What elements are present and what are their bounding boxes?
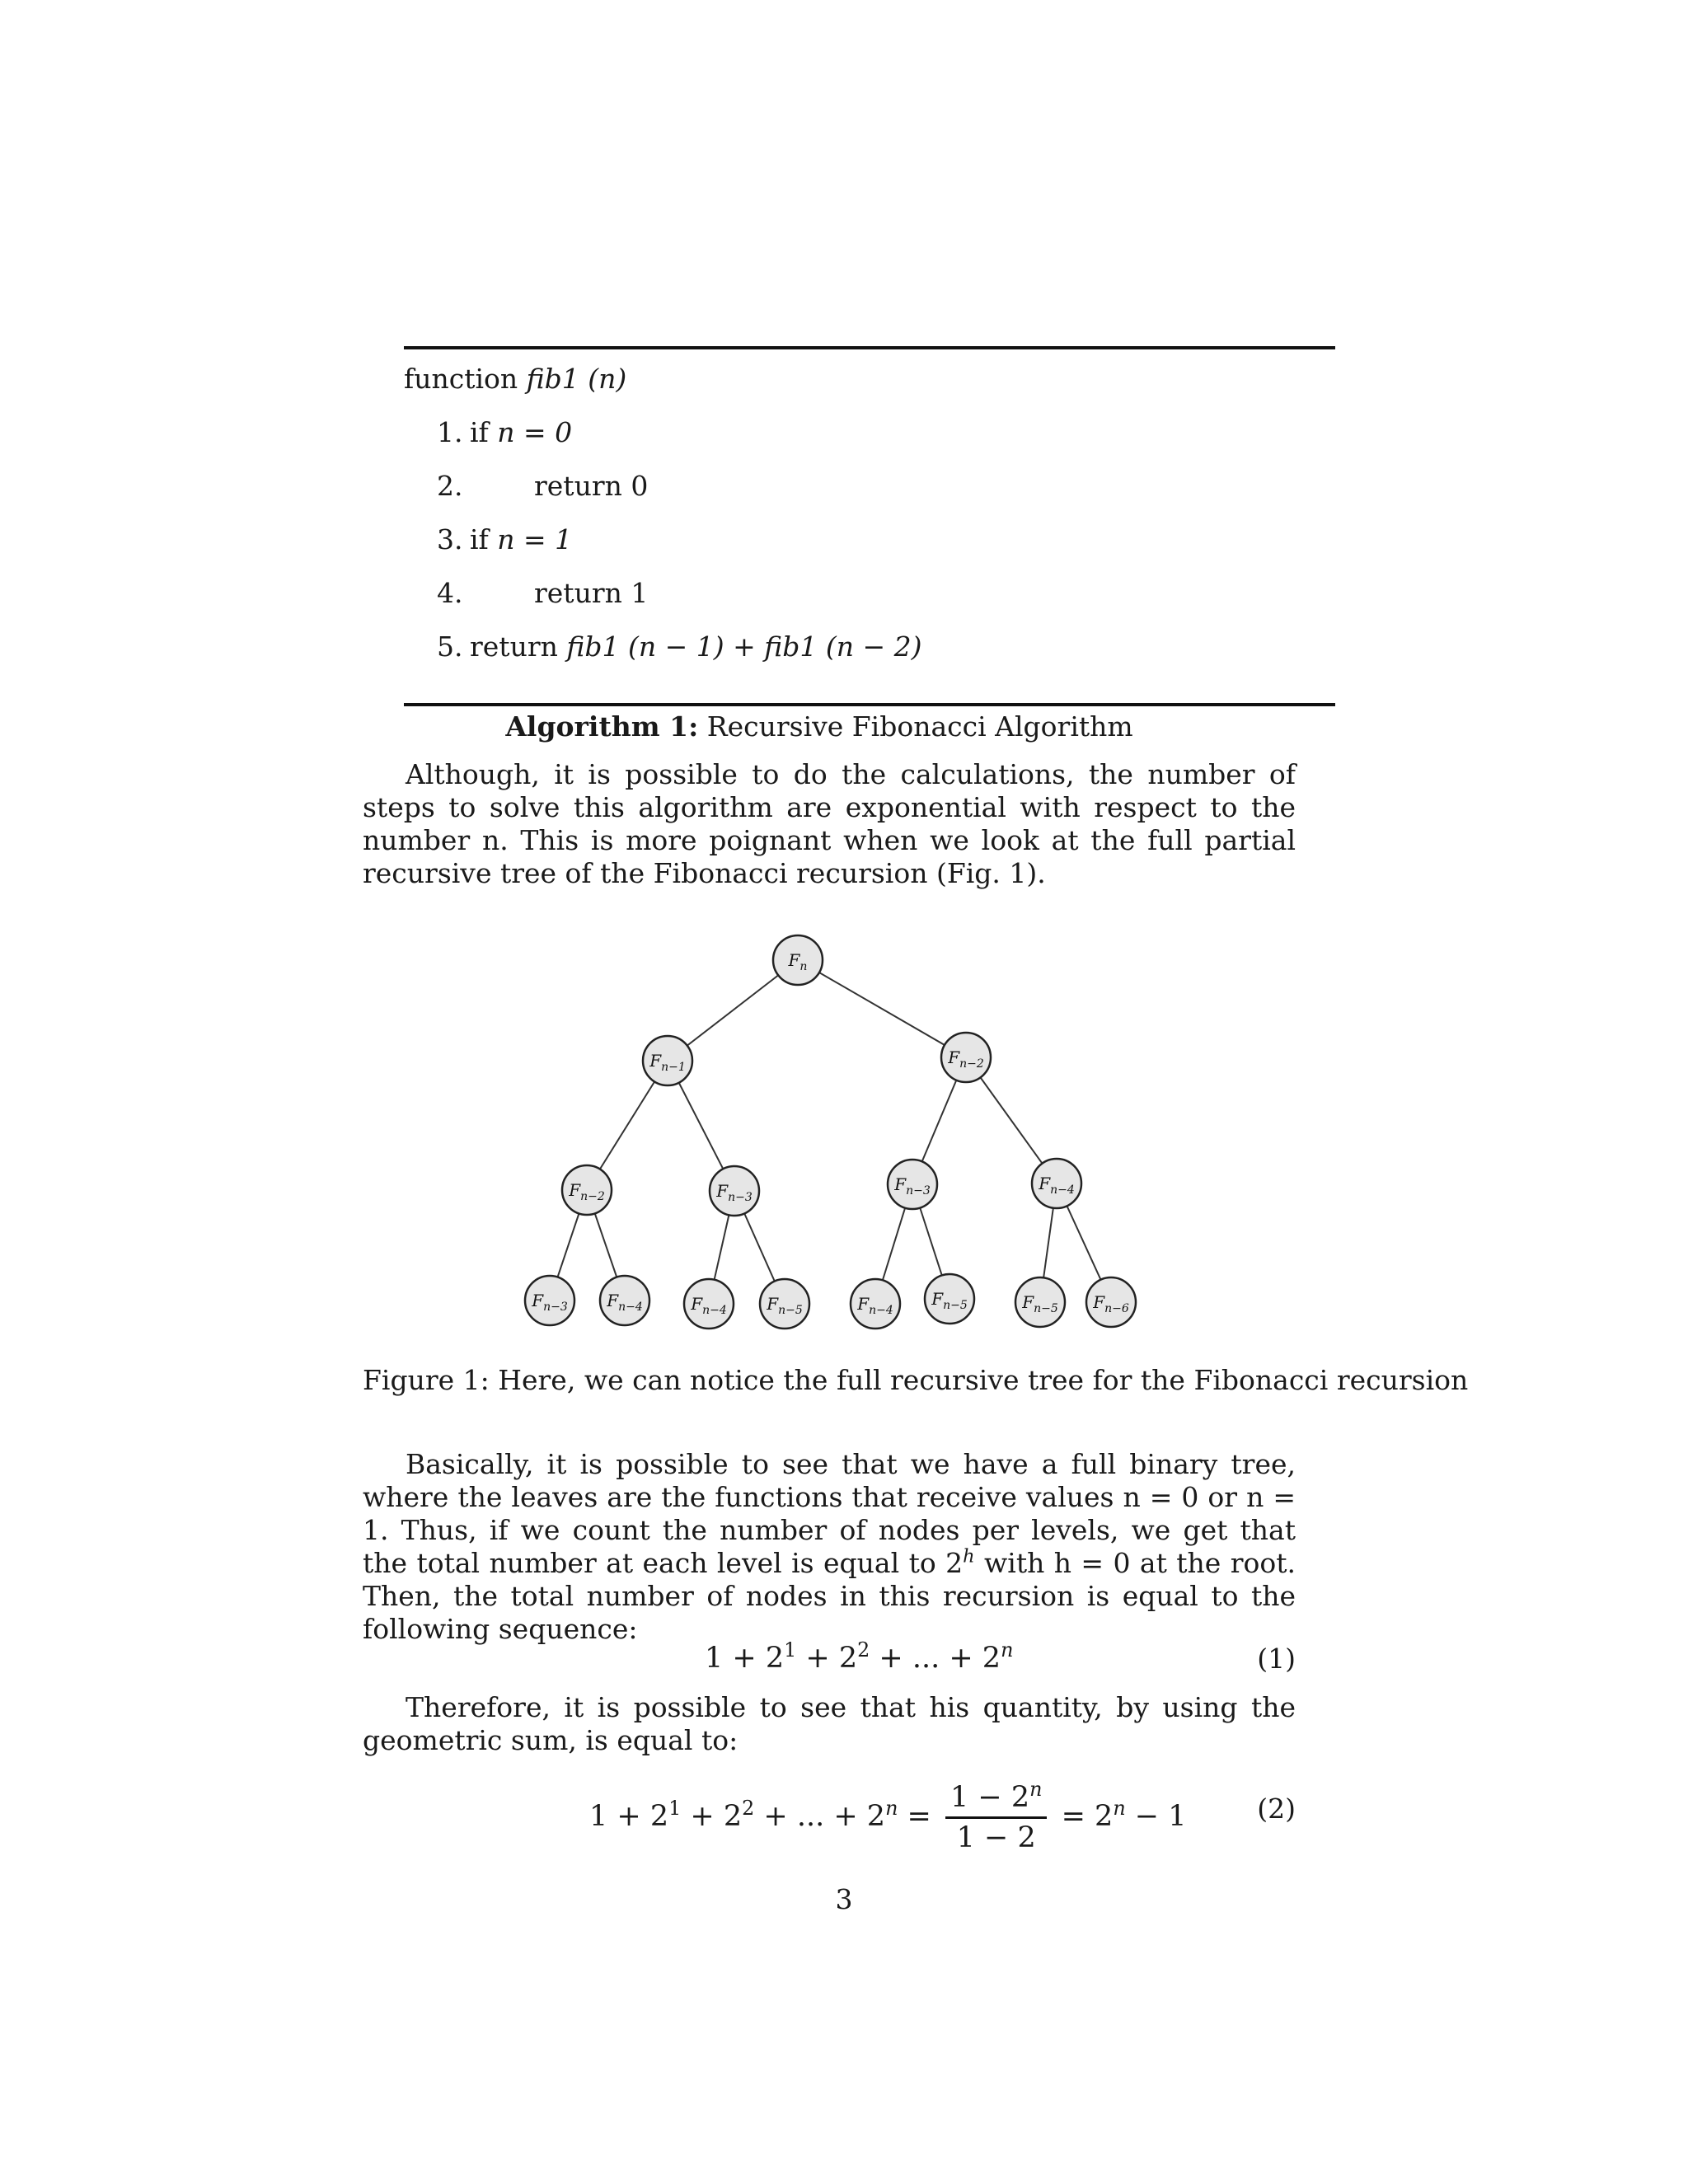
tree-label-l2-1: $F_{n-3}$ bbox=[716, 1181, 753, 1204]
tree-label-root: $F_n$ bbox=[788, 950, 808, 973]
tree-label-l3-3: $F_{n-5}$ bbox=[767, 1294, 803, 1317]
tree-label-l3-5: $F_{n-5}$ bbox=[931, 1289, 968, 1312]
equation-2-number: (2) bbox=[1257, 1793, 1296, 1825]
figure-caption: Figure 1: Here, we can notice the full recursive tree for the Fibonacci recursion bbox=[363, 1364, 1469, 1396]
paragraph-3: Therefore, it is possible to see that his quantity, by using the geometric sum, is equal to: bbox=[363, 1691, 1296, 1756]
tree-label-l2-3: $F_{n-4}$ bbox=[1039, 1174, 1075, 1197]
tree-label-l2-0: $F_{n-2}$ bbox=[569, 1180, 605, 1203]
page-number: 3 bbox=[835, 1883, 853, 1915]
paragraph-2: Basically, it is possible to see that we have a full binary tree, where the leaves are the functions that receive values n = 0 or n = 1. Thus, if we count the number of nodes per levels, we get that the total number at each level is equal to 2$^h$ with h = 0 at the root. Then, the total number of nodes in this recursion is equal to the following sequence: bbox=[363, 1448, 1296, 1645]
tree-label-l1-0: $F_{n-1}$ bbox=[649, 1051, 686, 1074]
equation-1-number: (1) bbox=[1257, 1643, 1296, 1675]
tree-label-l2-2: $F_{n-3}$ bbox=[894, 1174, 931, 1197]
algorithm-caption: Algorithm 1: Recursive Fibonacci Algorithm bbox=[505, 710, 1133, 743]
tree-label-l3-2: $F_{n-4}$ bbox=[691, 1294, 727, 1317]
geometric-sum-fraction: $\frac{1 - 2^n}{1 - 2}$ bbox=[945, 1780, 1047, 1855]
tree-label-l1-1: $F_{n-2}$ bbox=[948, 1047, 984, 1071]
tree-label-l3-1: $F_{n-4}$ bbox=[607, 1291, 643, 1314]
tree-label-l3-6: $F_{n-5}$ bbox=[1022, 1292, 1058, 1315]
paragraph-1: Although, it is possible to do the calculations, the number of steps to solve this algorithm are exponential with respect to the number n. This is more poignant when we look at the full partial recursive tree of the Fibonacci recursion (Fig. 1). bbox=[363, 758, 1296, 889]
equation-1: $1 + 2^1 + 2^2$ + ... + $2^n$ bbox=[705, 1638, 1014, 1675]
tree-label-l3-7: $F_{n-6}$ bbox=[1093, 1292, 1129, 1315]
algorithm-header: function fib1 (n) bbox=[404, 363, 627, 395]
equation-2: $1 + 2^1 + 2^2$ + ... + $2^n$ = $\frac{1 - 2^n}{1 - 2}$ = $2^n - 1$ bbox=[589, 1777, 1187, 1854]
tree-label-l3-0: $F_{n-3}$ bbox=[532, 1291, 568, 1314]
tree-label-l3-4: $F_{n-4}$ bbox=[857, 1294, 893, 1317]
